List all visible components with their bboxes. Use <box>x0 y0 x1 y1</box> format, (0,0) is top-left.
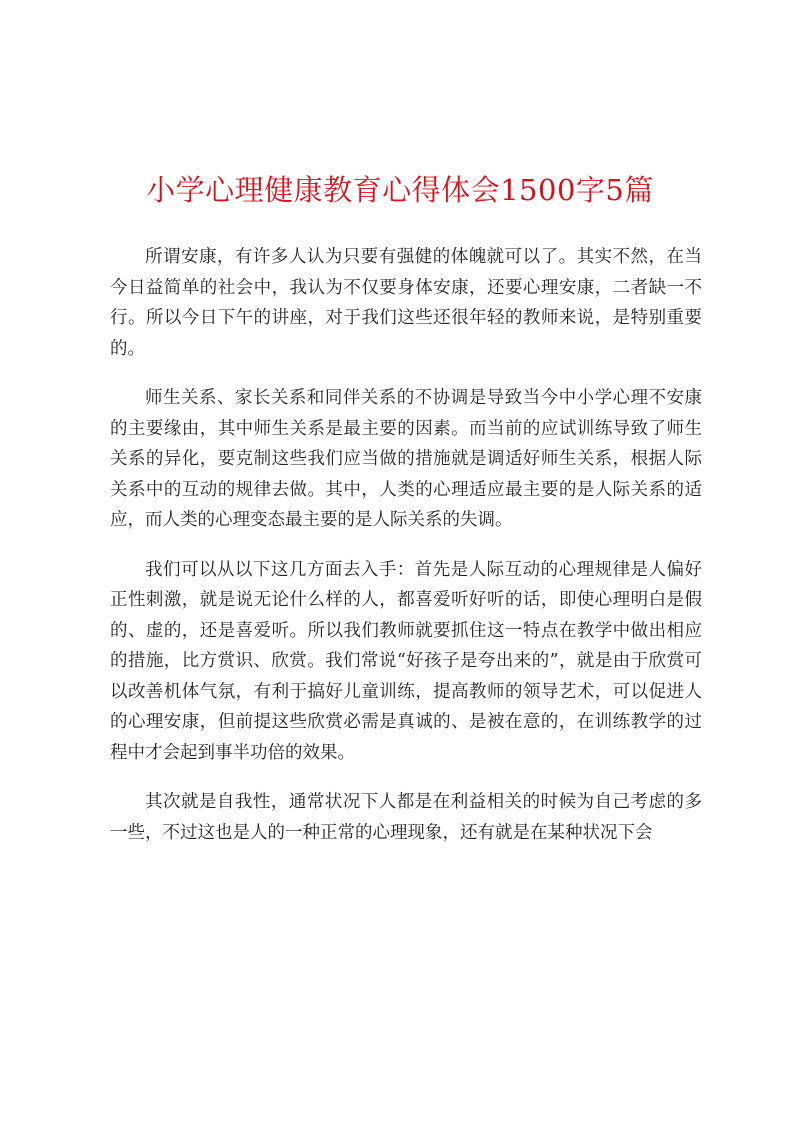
document-title: 小学心理健康教育心得体会1500字5篇 <box>146 173 654 207</box>
paragraph-3: 我们可以从以下这几方面去入手：首先是人际互动的心理规律是人偏好正性刺激，就是说无论什么样的人，都喜爱听好听的话，即使心理明白是假的、虚的，还是喜爱听。所以我们教师就要抓住这一特点在教学中做出相应的措施，比方赏识、欣赏。我们常说“好孩子是夸出来的”，就是由于欣赏可以改善机体气氛，有利于搞好儿童训练，提高教师的领导艺术，可以促进人的心理安康，但前提这些欣赏必需是真诚的、是被在意的，在训练教学的过程中才会起到事半功倍的效果。 <box>110 559 702 763</box>
document-body <box>110 242 702 867</box>
paragraph-1: 所谓安康，有许多人认为只要有强健的体魄就可以了。其实不然，在当今日益简单的社会中，我认为不仅要身体安康，还要心理安康，二者缺一不行。所以今日下午的讲座，对于我们这些还很年轻的教师来说，是特别重要的。 <box>110 247 702 359</box>
paragraph-2: 师生关系、家长关系和同伴关系的不协调是导致当今中小学心理不安康的主要缘由，其中师生关系是最主要的因素。而当前的应试训练导致了师生关系的异化，要克制这些我们应当做的措施就是调适好师生关系，根据人际关系中的互动的规律去做。其中，人类的心理适应最主要的是人际关系的适应，而人类的心理变态最主要的是人际关系的失调。 <box>110 388 702 530</box>
paragraph-4: 其次就是自我性，通常状况下人都是在利益相关的时候为自己考虑的多一些，不过这也是人的一种正常的心理现象，还有就是在某种状况下会 <box>110 792 702 843</box>
